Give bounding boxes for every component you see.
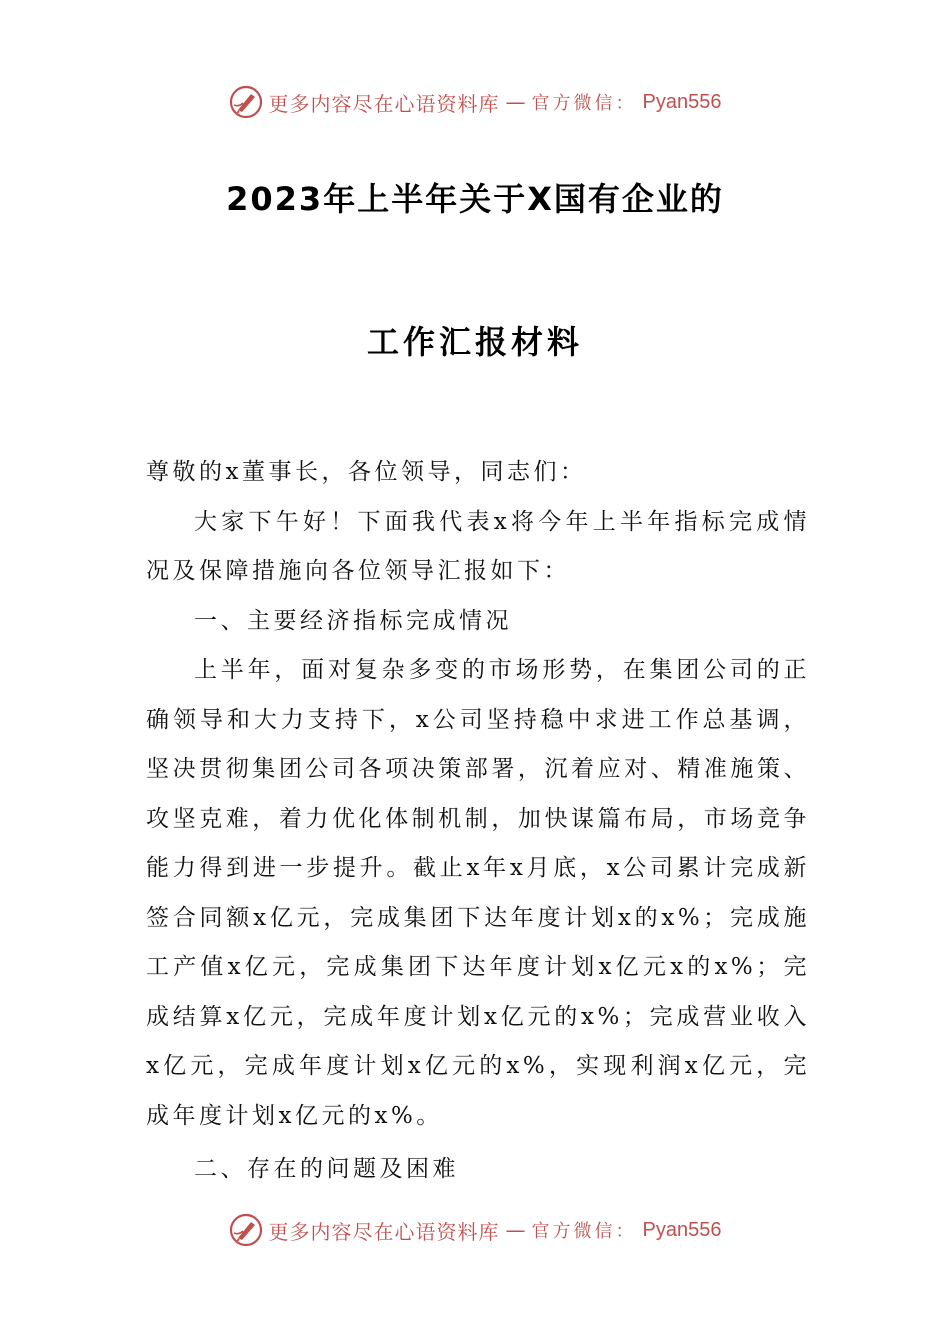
watermark-wechat-id: Pyan556 (642, 90, 722, 113)
document-body (146, 448, 810, 1195)
watermark-subtitle: 官方微信： (531, 93, 637, 114)
watermark-subtitle: 官方微信： (531, 1221, 637, 1242)
document-title-line-2: 工作汇报材料 (366, 323, 583, 361)
watermark-header (0, 82, 950, 122)
intro-paragraph: 大家下午好！下面我代表x将今年上半年指标完成情况及保障措施向各位领导汇报如下： (146, 508, 810, 584)
section-2-heading: 二、存在的问题及困难 (194, 1156, 459, 1182)
salutation: 尊敬的x董事长，各位领导，同志们： (146, 459, 587, 485)
document-title-line-1: 2023年上半年关于X国有企业的 (226, 180, 724, 218)
section-1-heading: 一、主要经济指标完成情况 (194, 607, 512, 634)
watermark-wechat-id: Pyan556 (642, 1218, 722, 1241)
watermark-dash: — (505, 90, 526, 114)
watermark-dash: — (505, 1218, 526, 1242)
section-1-paragraph: 上半年，面对复杂多变的市场形势，在集团公司的正确领导和大力支持下，x公司坚持稳中求进工作总基调，坚决贯彻集团公司各项决策部署，沉着应对、精准施策、攻坚克难，着力优化体制机制，加快谋篇布局，市场竞争能力得到进一步提升。截止x年x月底，x公司累计完成新签合同额x亿元，完成集团下达年度计划x的x%；完成施工产值x亿元，完成集团下达年度计划x亿元x的x%；完成结算x亿元，完成年度计划x亿元的x%；完成营业收入x亿元，完成年度计划x亿元的x%，实现利润x亿元，完成年度计划x亿元的x%。 (146, 657, 810, 1129)
watermark-text: 更多内容尽在心语资料库 (268, 91, 500, 116)
pen-logo-icon (229, 85, 263, 119)
watermark-text: 更多内容尽在心语资料库 (268, 1219, 500, 1244)
pen-logo-icon (229, 1213, 263, 1247)
watermark-footer (0, 1210, 950, 1250)
